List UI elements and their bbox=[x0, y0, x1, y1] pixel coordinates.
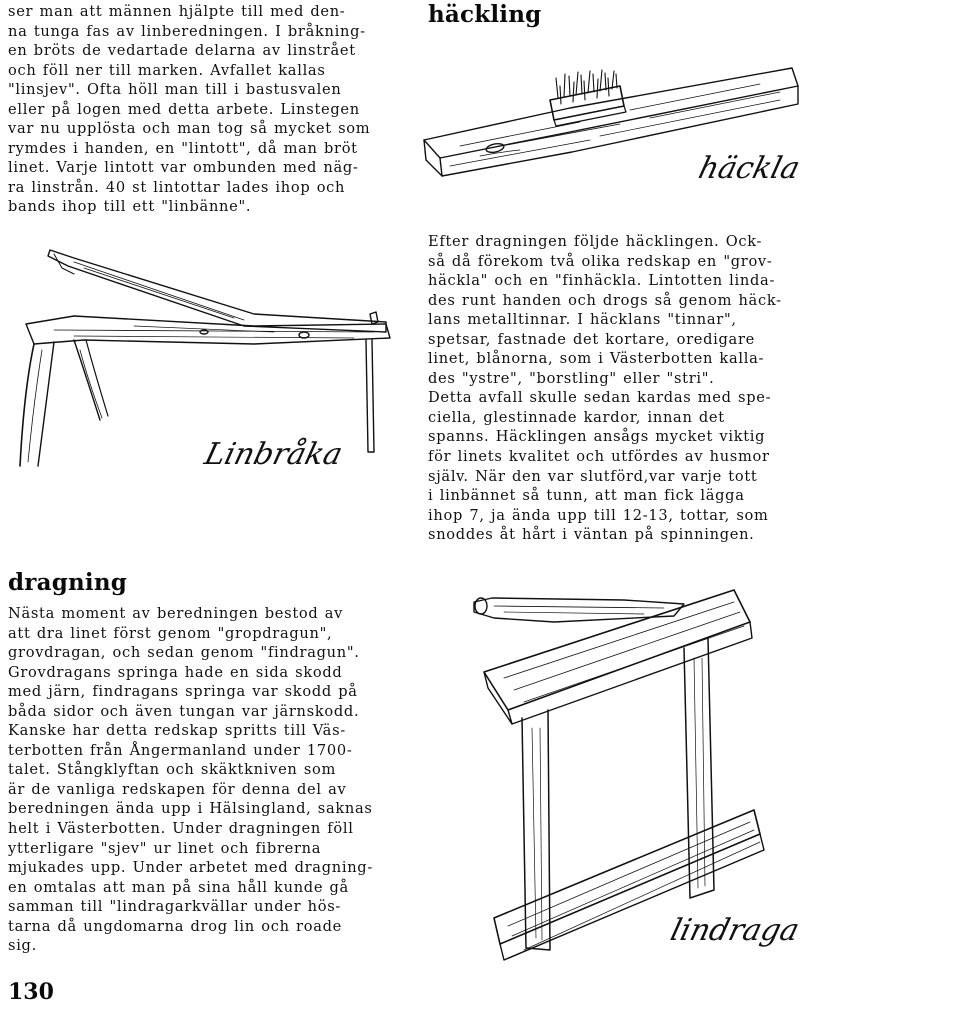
hackla-caption: häckla bbox=[695, 151, 804, 186]
hackla-caption-script bbox=[695, 142, 820, 192]
lindraga-caption-script bbox=[667, 904, 822, 954]
dragning-heading: dragning bbox=[8, 569, 128, 596]
lindraga-caption: lindraga bbox=[667, 913, 803, 948]
linbraka-caption: Linbråka bbox=[201, 437, 346, 472]
hackling-paragraph: Efter dragningen följde häcklingen. Ock- så då förekom två olika redskap en "grov- häckla" och en "finhäckla. Lintotten linda- des runt handen och drogs så genom häck- lans metalltinnar. I häcklans "tinnar", spetsar, fastnade det kortare, oredigare linet, blånorna, som i Västerbotten kalla- des "ystre", "borstling" eller "stri". Detta avfall skulle sedan kardas med spe- ciella, glestinnade kardor, innan det spanns. Häcklingen ansågs mycket viktig för linets kvalitet och utfördes av husmor själv. När den var slutförd,var varje tott i linbännet så tunn, att man fick lägga ihop 7, ja ända upp till 12-13, tottar, som snoddes åt hårt i väntan på spinningen. bbox=[428, 233, 782, 544]
hackling-heading: häckling bbox=[428, 1, 542, 28]
dragning-paragraph: Nästa moment av beredningen bestod av att dra linet först genom "gropdragun", grovdragan, och sedan genom "findragun". Grovdragans springa hade en sida skodd med järn, findragans springa var skodd på båda sidor och även tungan var järnskodd. Kanske har detta redskap spritts till Väs- terbotten från Ångermanland under 1700- talet. Stångklyftan och skäktkniven som är de vanliga redskapen för denna del av beredningen ända upp i Hälsingland, saknas helt i Västerbotten. Under dragningen föll ytterligare "sjev" ur linet och fibrerna mjukades upp. Under arbetet med dragning- en omtalas att man på sina håll kunde gå samman till "lindragarkvällar under hös- tarna då ungdomarna drog lin och roade sig. bbox=[8, 605, 373, 955]
linbraka-caption-script bbox=[201, 428, 346, 478]
intro-paragraph: ser man att männen hjälpte till med den- na tunga fas av linberedningen. I bråkning- en bröts de vedartade delarna av linstrået och föll ner till marken. Avfallet kallas "linsjev". Ofta höll man till i bastusvalen eller på logen med detta arbete. Linstegen var nu upplösta och man tog så mycket som rymdes i handen, en "lintott", då man bröt linet. Varje lintott var ombunden med näg- ra linstrån. 40 st lintottar lades ihop och bands ihop till ett "linbänne". bbox=[8, 3, 371, 216]
page-number: 130 bbox=[8, 979, 54, 1005]
